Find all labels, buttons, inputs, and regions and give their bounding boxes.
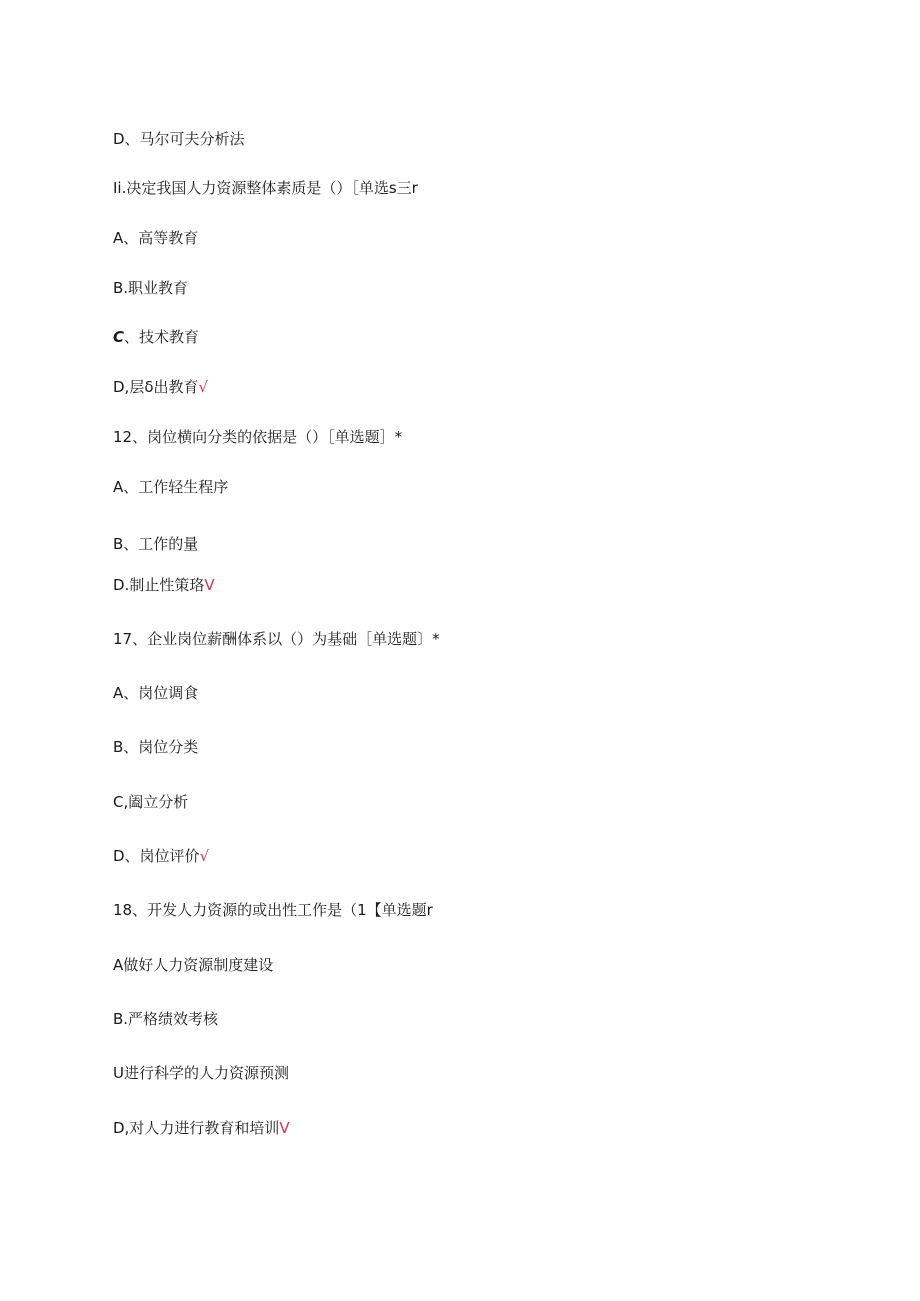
option-b-position-classification	[113, 737, 198, 757]
option-c-technical-education	[113, 327, 199, 347]
question-17	[113, 629, 440, 649]
line-text: A做好人力资源制度建设	[113, 956, 274, 974]
question-text: Ii.决定我国人力资源整体素质是（）［单选s三r	[113, 179, 418, 197]
option-c-position-analysis	[113, 792, 188, 812]
option-b-vocational-education	[113, 278, 188, 298]
line-text: A、高等教育	[113, 229, 199, 247]
correct-check-mark: V	[204, 576, 215, 594]
line-text: B.严格绩效考核	[113, 1010, 219, 1028]
line-text: D.制止性策珞	[113, 576, 205, 594]
line-text: B、岗位分类	[113, 738, 199, 756]
line-text: D、岗位评价	[113, 847, 200, 865]
line-text: U进行科学的人力资源预测	[113, 1064, 289, 1082]
option-b-performance-review	[113, 1009, 218, 1029]
question-11	[113, 178, 418, 198]
option-letter: C	[113, 328, 125, 346]
option-d-markov	[113, 129, 245, 149]
option-a-work-program	[113, 477, 228, 497]
question-text: 18、开发人力资源的或出性工作是（1【单选题r	[113, 901, 433, 919]
option-b-work-amount	[113, 534, 198, 554]
question-12	[113, 427, 402, 447]
option-a-system-building	[113, 955, 273, 975]
line-text: C,阖立分析	[113, 793, 189, 811]
option-c-hr-forecasting	[113, 1063, 289, 1083]
option-d-answer-training	[113, 1118, 290, 1138]
question-text: 12、岗位横向分类的依据是（）［单选题］*	[113, 428, 403, 446]
correct-check-mark: √	[198, 378, 209, 396]
option-d-answer-education	[113, 377, 208, 397]
question-18	[113, 900, 433, 920]
question-text: 17、企业岗位薪酬体系以（）为基础［单选题〕*	[113, 630, 440, 648]
line-text: D、马尔可夫分析法	[113, 130, 245, 148]
option-d-answer-position-evaluation	[113, 846, 209, 866]
option-a-higher-education	[113, 228, 198, 248]
option-a-position-survey	[113, 683, 198, 703]
line-text: A、岗位调食	[113, 684, 199, 702]
correct-check-mark: V	[279, 1119, 290, 1137]
correct-check-mark: √	[199, 847, 210, 865]
line-text: B.职业教育	[113, 279, 189, 297]
line-text: D,对人力进行教育和培训	[113, 1119, 280, 1137]
option-d-answer-policy	[113, 575, 215, 595]
line-text: B、工作的量	[113, 535, 199, 553]
line-text: 、技术教育	[124, 328, 200, 346]
line-text: D,层δ出教育	[113, 378, 199, 396]
line-text: A、工作轻生程序	[113, 478, 229, 496]
